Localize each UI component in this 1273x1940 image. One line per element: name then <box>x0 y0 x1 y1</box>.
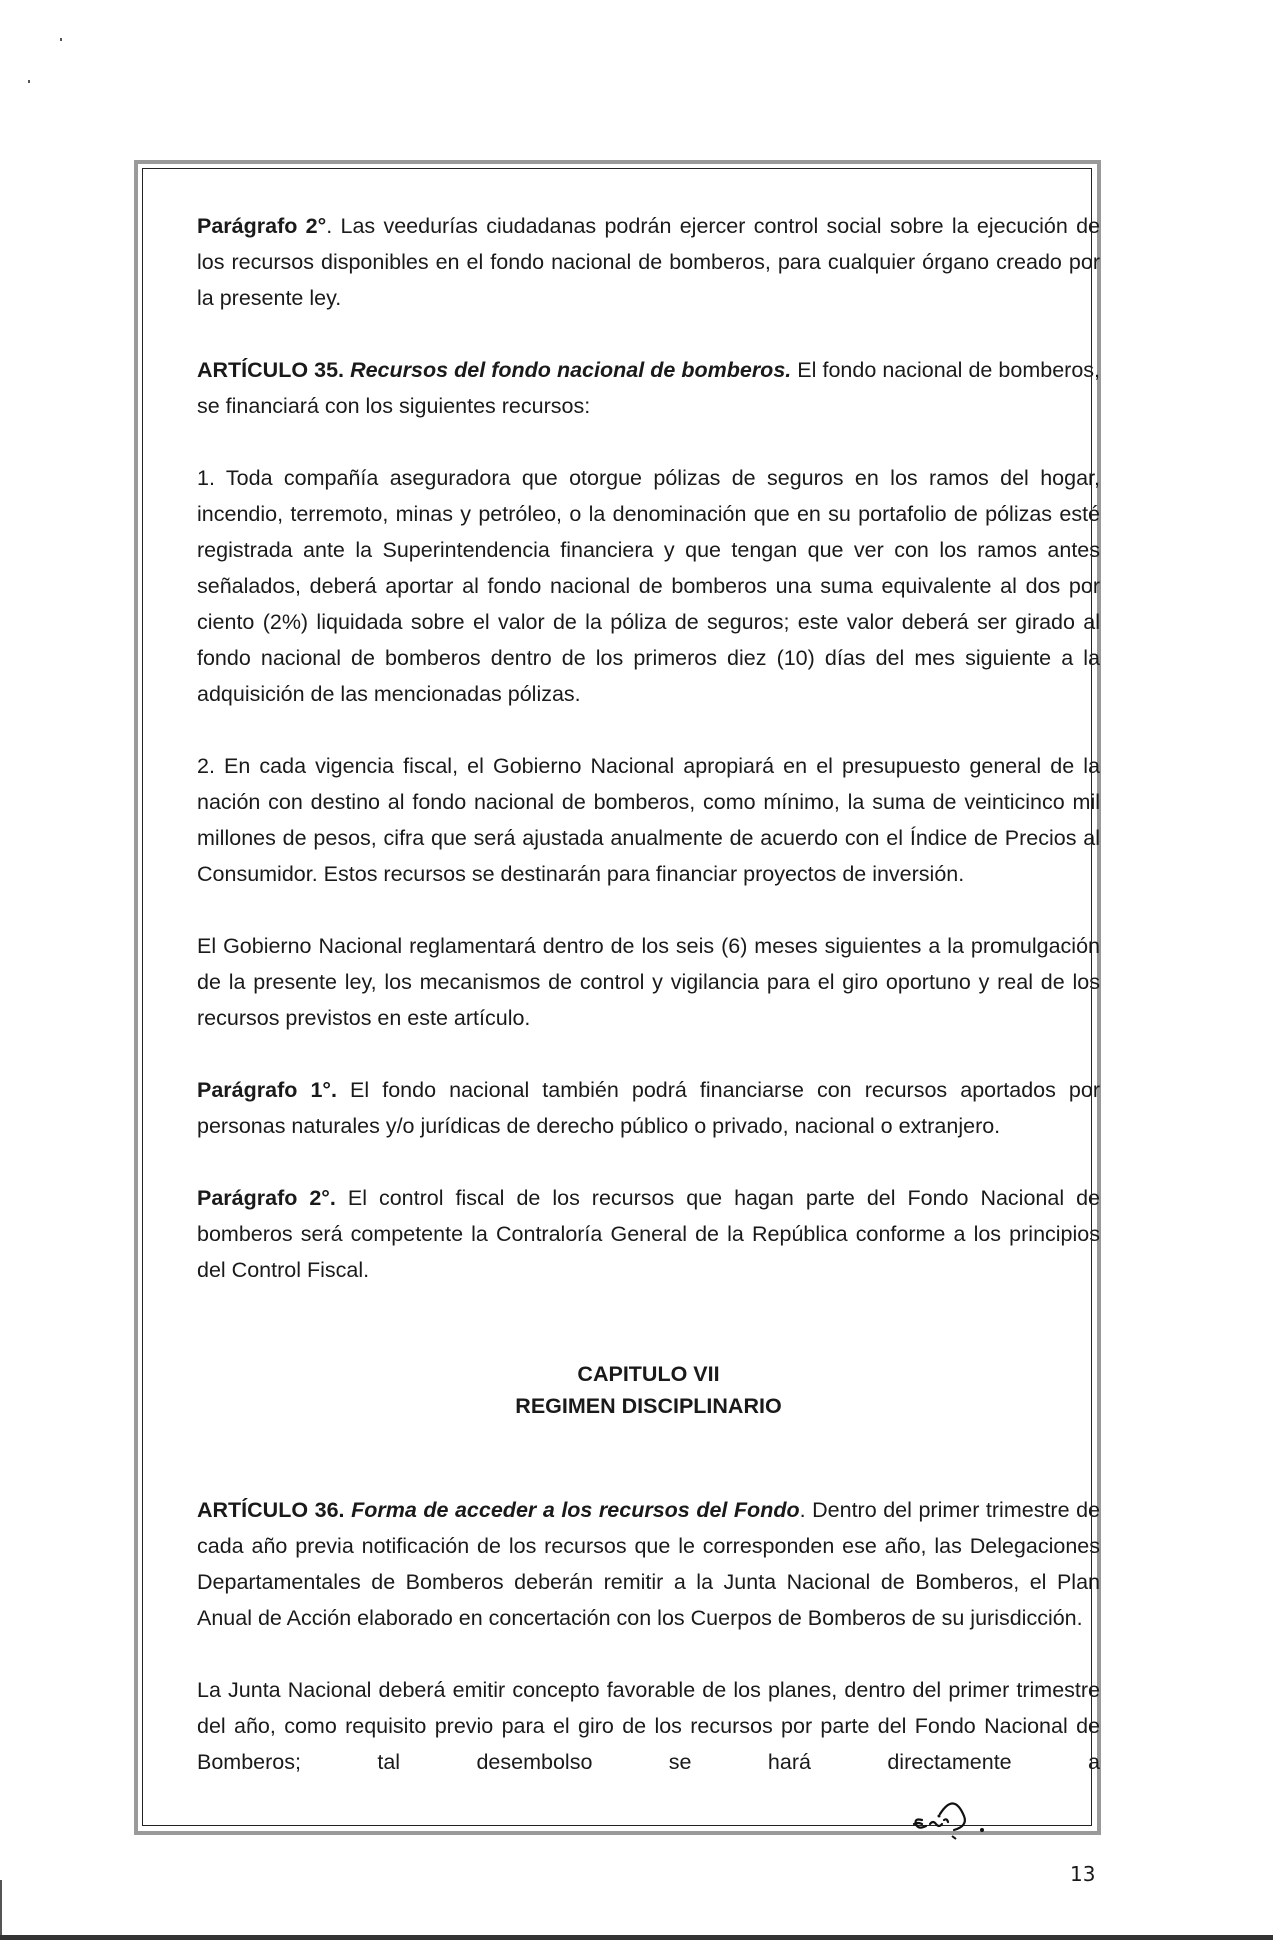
scan-speck <box>60 38 62 41</box>
article-text: . Dentro del primer trimestre de cada año previa notificación de los recursos que le corresponden ese año, las Delegaciones Departamentales de Bomberos deberán remitir a la Junta Nacional de Bomberos, el Plan Anual de Acción elaborado en concertación con los Cuerpos de Bomberos de su jurisdicción. <box>197 1498 1101 1630</box>
article-36 <box>197 1492 1100 1636</box>
paragrafo-text: El fondo nacional también podrá financiarse con recursos aportados por personas naturales y/o jurídicas de derecho público o privado, nacional o extranjero. <box>197 1078 1101 1138</box>
list-item-2: 2. En cada vigencia fiscal, el Gobierno Nacional apropiará en el presupuesto general de la nación con destino al fondo nacional de bomberos, como mínimo, la suma de veinticinco mil millones de pesos, cifra que será ajustada anualmente de acuerdo con el Índice de Precios al Consumidor. Estos recursos se destinarán para financiar proyectos de inversión. <box>197 754 1100 886</box>
chapter-title: REGIMEN DISCIPLINARIO <box>515 1394 782 1418</box>
junta-paragraph: La Junta Nacional deberá emitir concepto favorable de los planes, dentro del primer trimestre del año, como requisito previo para el giro de los recursos por parte del Fondo Nacional de Bomberos; tal desembolso se hará directamente a <box>197 1678 1100 1774</box>
scan-edge <box>0 1935 1273 1940</box>
paragrafo-1 <box>197 1072 1100 1144</box>
paragrafo-2-section <box>197 208 1100 316</box>
signature-icon <box>900 1790 1010 1840</box>
paragrafo-label: Parágrafo 2°. <box>197 1186 336 1210</box>
article-35 <box>197 352 1100 424</box>
chapter-heading <box>197 1358 1100 1422</box>
article-title: Forma de acceder a los recursos del Fondo <box>351 1498 800 1522</box>
document-body <box>197 208 1100 1816</box>
chapter-number: CAPITULO VII <box>577 1362 720 1386</box>
article-label: ARTÍCULO 35. <box>197 358 345 382</box>
article-title: Recursos del fondo nacional de bomberos. <box>350 358 792 382</box>
scan-speck <box>28 80 30 83</box>
paragrafo-text: . Las veedurías ciudadanas podrán ejercer control social sobre la ejecución de los recursos disponibles en el fondo nacional de bomberos, para cualquier órgano creado por la presente ley. <box>197 214 1100 310</box>
gobierno-paragraph: El Gobierno Nacional reglamentará dentro de los seis (6) meses siguientes a la promulgación de la presente ley, los mecanismos de control y vigilancia para el giro oportuno y real de los recursos previstos en este artículo. <box>197 934 1100 1030</box>
article-label: ARTÍCULO 36. <box>197 1498 345 1522</box>
paragrafo-label: Parágrafo 2° <box>197 214 327 238</box>
page-number: 13 <box>1070 1862 1096 1886</box>
scan-edge <box>0 1880 2 1940</box>
article-text: El fondo nacional de bomberos, se financiará con los siguientes recursos: <box>197 358 1100 418</box>
paragrafo-2 <box>197 1180 1100 1288</box>
list-item-1: 1. Toda compañía aseguradora que otorgue pólizas de seguros en los ramos del hogar, incendio, terremoto, minas y petróleo, o la denominación que en su portafolio de pólizas esté registrada ante la Superintendencia financiera y que tengan que ver con los ramos antes señalados, deberá aportar al fondo nacional de bomberos una suma equivalente al dos por ciento (2%) liquidada sobre el valor de la póliza de seguros; este valor deberá ser girado al fondo nacional de bomberos dentro de los primeros diez (10) días del mes siguiente a la adquisición de las mencionadas pólizas. <box>197 466 1100 706</box>
paragrafo-text: El control fiscal de los recursos que hagan parte del Fondo Nacional de bomberos será competente la Contraloría General de la República conforme a los principios del Control Fiscal. <box>197 1186 1100 1282</box>
paragrafo-label: Parágrafo 1°. <box>197 1078 337 1102</box>
